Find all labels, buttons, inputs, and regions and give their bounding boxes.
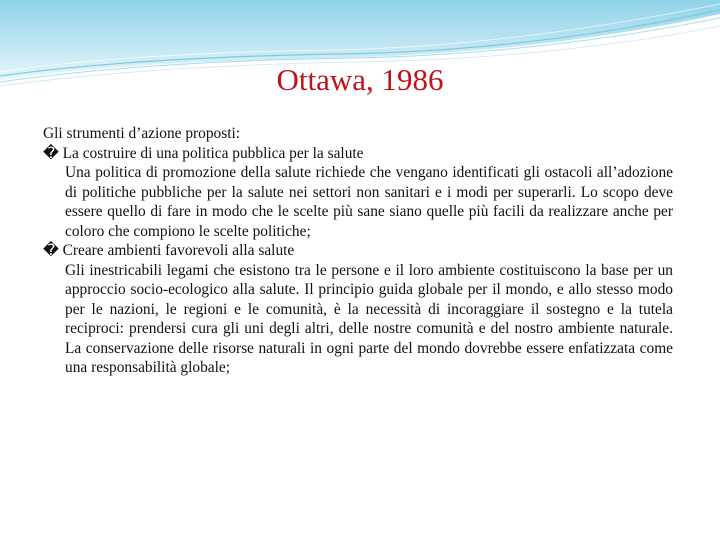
slide-title: Ottawa, 1986 xyxy=(276,62,444,97)
intro-text: Gli strumenti d’azione proposti: xyxy=(43,125,241,142)
slide-content xyxy=(43,124,673,378)
bullet-1-label: � La costruire di una politica pubblica per la salute xyxy=(43,144,364,162)
bullet-2-body: Gli inestricabili legami che esistono tra le persone e il loro ambiente costituiscono la base per un approccio socio-ecologico alla salute. Il principio guida globale per il mondo, e allo stesso modo per le nazioni, le regioni e le comunità, è la necessità di incoraggiare il sostegno e la tutela reciproci: prendersi cura gli uni degli altri, delle nostre comunità e del nostro ambiente naturale. La conservazione delle risorse naturali in ogni parte del mondo dovrebbe essere enfatizzata come una responsabilità globale; xyxy=(65,261,673,376)
bullet-item-1 xyxy=(43,144,673,164)
bullet-item-2 xyxy=(43,241,673,261)
bullet-1-body: Una politica di promozione della salute richiede che vengano identificati gli ostacoli all’adozione di politiche pubbliche per la salute nei settori non sanitari e i modi per superarli. Lo scopo deve essere quello di fare in modo che le scelte più sane siano quelle più facili da realizzare anche per coloro che compiono le scelte politiche; xyxy=(65,164,673,240)
bullet-2-label: � Creare ambienti favorevoli alla salute xyxy=(43,242,295,259)
